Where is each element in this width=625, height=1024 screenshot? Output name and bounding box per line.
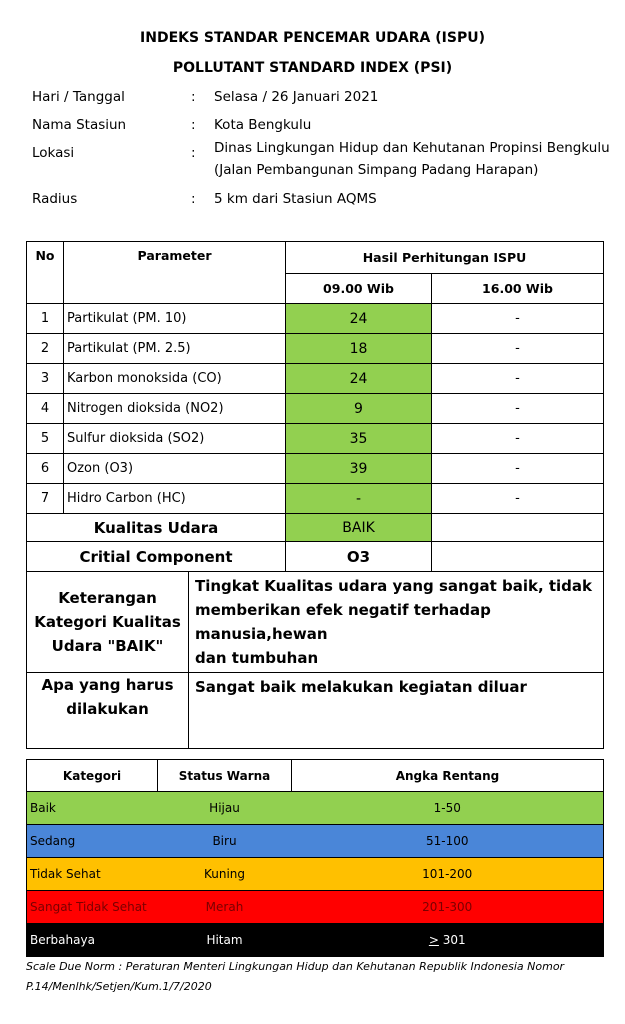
- title-indonesian: INDEKS STANDAR PENCEMAR UDARA (ISPU): [140, 30, 485, 46]
- category-color: Merah: [158, 891, 292, 924]
- location-label: Lokasi: [32, 145, 75, 161]
- table-row: [27, 454, 604, 484]
- category-color: Hitam: [158, 924, 292, 957]
- category-name: Tidak Sehat: [27, 858, 158, 891]
- date-label: Hari / Tanggal: [32, 89, 125, 105]
- footnote-line2: P.14/Menlhk/Setjen/Kum.1/7/2020: [26, 980, 212, 993]
- station-value: Kota Bengkulu: [214, 117, 312, 133]
- date-value: Selasa / 26 Januari 2021: [214, 89, 379, 105]
- row-value-0900: 18: [286, 334, 432, 364]
- radius-colon: :: [191, 191, 196, 207]
- title-english: POLLUTANT STANDARD INDEX (PSI): [172, 60, 453, 76]
- row-no: 1: [27, 304, 64, 334]
- action-label-line2: dilakukan: [66, 700, 149, 718]
- category-row-moderate: [27, 825, 604, 858]
- critical-component-value: O3: [286, 542, 432, 572]
- category-name: Baik: [27, 792, 158, 825]
- station-label: Nama Stasiun: [32, 117, 127, 133]
- category-note-text-line2: memberikan efek negatif terhadap manusia,hewan: [195, 601, 491, 643]
- header-parameter: Parameter: [64, 242, 286, 304]
- location-address: (Jalan Pembangunan Simpang Padang Harapan): [214, 162, 539, 178]
- radius-value: 5 km dari Stasiun AQMS: [214, 191, 377, 207]
- row-value-0900: 9: [286, 394, 432, 424]
- category-range: 201-300: [292, 891, 604, 924]
- table-row: [27, 484, 604, 514]
- category-range: 51-100: [292, 825, 604, 858]
- category-note-label-line1: Keterangan: [58, 589, 157, 607]
- table-row: [27, 394, 604, 424]
- row-parameter: Sulfur dioksida (SO2): [64, 424, 286, 454]
- category-table: [26, 759, 604, 957]
- table-row: [27, 304, 604, 334]
- row-parameter: Hidro Carbon (HC): [64, 484, 286, 514]
- row-value-1600: -: [432, 484, 604, 514]
- row-no: 5: [27, 424, 64, 454]
- air-quality-label: Kualitas Udara: [27, 514, 286, 542]
- table-row: [27, 364, 604, 394]
- category-name: Sangat Tidak Sehat: [27, 891, 158, 924]
- row-parameter: Partikulat (PM. 2.5): [64, 334, 286, 364]
- action-label: [27, 673, 189, 749]
- station-colon: :: [191, 117, 196, 133]
- row-value-1600: -: [432, 424, 604, 454]
- row-value-1600: -: [432, 364, 604, 394]
- category-note-text-line3: dan tumbuhan: [195, 649, 319, 667]
- row-value-1600: -: [432, 334, 604, 364]
- row-value-0900: 39: [286, 454, 432, 484]
- critical-component-empty: [432, 542, 604, 572]
- category-color: Biru: [158, 825, 292, 858]
- category-note-text: [189, 572, 604, 673]
- header-time-2: 16.00 Wib: [432, 274, 604, 304]
- header-range: Angka Rentang: [292, 760, 604, 792]
- location-value: Dinas Lingkungan Hidup dan Kehutanan Propinsi Bengkulu: [214, 140, 610, 156]
- action-label-line1: Apa yang harus: [41, 676, 174, 694]
- category-row-hazardous: [27, 924, 604, 957]
- header-result: Hasil Perhitungan ISPU: [286, 242, 604, 274]
- row-value-0900: 24: [286, 304, 432, 334]
- category-range: 1-50: [292, 792, 604, 825]
- row-no: 7: [27, 484, 64, 514]
- row-parameter: Karbon monoksida (CO): [64, 364, 286, 394]
- row-value-1600: -: [432, 394, 604, 424]
- row-value-1600: -: [432, 454, 604, 484]
- row-value-0900: -: [286, 484, 432, 514]
- ispu-table: [26, 241, 604, 749]
- category-row-good: [27, 792, 604, 825]
- category-name: Berbahaya: [27, 924, 158, 957]
- row-no: 4: [27, 394, 64, 424]
- row-no: 3: [27, 364, 64, 394]
- row-parameter: Partikulat (PM. 10): [64, 304, 286, 334]
- range-prefix: >: [428, 933, 439, 947]
- category-note-text-line1: Tingkat Kualitas udara yang sangat baik, tidak: [195, 577, 593, 595]
- air-quality-empty: [432, 514, 604, 542]
- row-parameter: Nitrogen dioksida (NO2): [64, 394, 286, 424]
- radius-label: Radius: [32, 191, 78, 207]
- category-range: [292, 924, 604, 957]
- header-no: No: [27, 242, 64, 304]
- table-row: [27, 334, 604, 364]
- table-row: [27, 424, 604, 454]
- header-category: Kategori: [27, 760, 158, 792]
- row-value-1600: -: [432, 304, 604, 334]
- category-color: Kuning: [158, 858, 292, 891]
- row-no: 6: [27, 454, 64, 484]
- air-quality-value: BAIK: [286, 514, 432, 542]
- location-colon: :: [191, 145, 196, 161]
- footnote-line1: Scale Due Norm : Peraturan Menteri Lingkungan Hidup dan Kehutanan Republik Indonesia Nomor: [26, 960, 565, 973]
- category-note-label-line2: Kategori Kualitas: [34, 613, 181, 631]
- date-colon: :: [191, 89, 196, 105]
- category-row-unhealthy: [27, 858, 604, 891]
- row-value-0900: 24: [286, 364, 432, 394]
- category-color: Hijau: [158, 792, 292, 825]
- category-name: Sedang: [27, 825, 158, 858]
- header-status-color: Status Warna: [158, 760, 292, 792]
- range-value: 301: [438, 933, 466, 947]
- header-time-1: 09.00 Wib: [286, 274, 432, 304]
- action-text: Sangat baik melakukan kegiatan diluar: [189, 673, 604, 749]
- category-note-label: [27, 572, 189, 673]
- row-no: 2: [27, 334, 64, 364]
- critical-component-label: Critial Component: [27, 542, 286, 572]
- category-row-very-unhealthy: [27, 891, 604, 924]
- category-note-label-line3: Udara "BAIK": [51, 637, 164, 655]
- row-value-0900: 35: [286, 424, 432, 454]
- row-parameter: Ozon (O3): [64, 454, 286, 484]
- category-range: 101-200: [292, 858, 604, 891]
